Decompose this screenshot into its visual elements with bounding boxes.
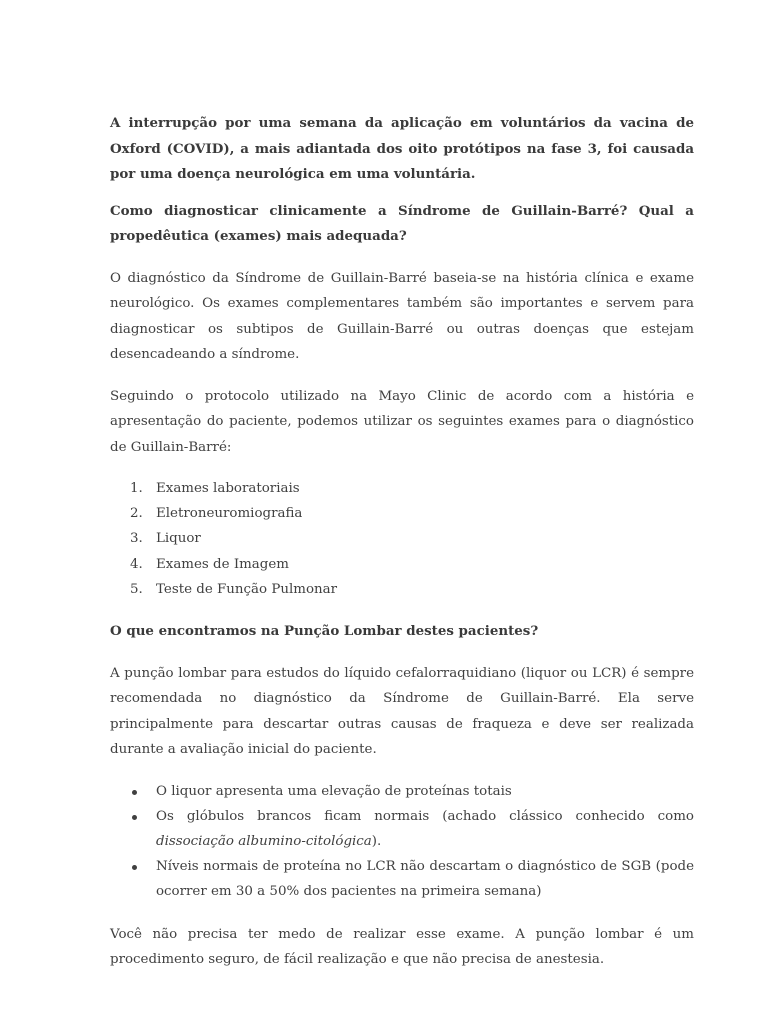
list-item-text-end: ). [371,833,382,849]
bullet-icon [132,865,137,870]
italic-term: dissociação albumino-citológica [156,833,372,849]
list-item [110,552,694,577]
list-item [110,804,694,854]
diagnosis-paragraph: O diagnóstico da Síndrome de Guillain-Barré baseia-se na história clínica e exame neurológico. Os exames complementares também são importantes e servem para diagnosticar os subtipos de Guillain-Barré ou outras doenças que estejam desencadeando a síndrome. [110,270,694,362]
question-lumbar-puncture-heading: O que encontramos na Punção Lombar destes pacientes? [110,623,539,640]
list-number: 4. [130,556,143,572]
bullet-icon [132,815,137,820]
list-number: 2. [130,506,143,522]
bullet-icon [132,790,137,795]
list-number: 5. [130,581,143,597]
list-item [110,854,694,904]
intro-paragraph: A interrupção por uma semana da aplicação em voluntários da vacina de Oxford (COVID), a mais adiantada dos oito protótipos na fase 3, foi causada por uma doença neurológica em uma voluntária. [110,115,694,182]
reassurance-paragraph: Você não precisa ter medo de realizar esse exame. A punção lombar é um procedimento seguro, de fácil realização e que não precisa de anestesia. [110,926,694,968]
list-number: 1. [130,481,143,496]
list-item-text: Exames de Imagem [156,556,289,572]
list-item-text: Exames laboratoriais [156,481,300,496]
list-item-text: Os glóbulos brancos ficam normais (achado clássico conhecido como [156,808,694,824]
lumbar-puncture-paragraph: A punção lombar para estudos do líquido cefalorraquidiano (liquor ou LCR) é sempre recomendada no diagnóstico da Síndrome de Guillain-Barré. Ela serve principalmente para descartar outras causas de fraqueza e deve ser realizada durante a avaliação inicial do paciente. [110,665,694,758]
protocol-paragraph: Seguindo o protocolo utilizado na Mayo Clinic de acordo com a história e apresentação do paciente, podemos utilizar os seguintes exames para o diagnóstico de Guillain-Barré: [110,388,694,455]
list-item-text: O liquor apresenta uma elevação de proteínas totais [156,783,512,799]
exams-list [110,476,694,602]
list-item [110,501,694,526]
list-item-text: Eletroneuromiografia [156,506,303,522]
list-item-text: Liquor [156,531,201,547]
question-diagnosis-heading: Como diagnosticar clinicamente a Síndrome de Guillain-Barré? Qual a propedêutica (exames) mais adequada? [110,202,694,244]
list-number: 3. [130,531,143,547]
list-item-text: Teste de Função Pulmonar [156,581,338,597]
list-item [110,779,694,804]
list-item [110,476,694,501]
list-item [110,526,694,551]
findings-list [110,779,694,905]
list-item [110,577,694,602]
document-page [110,111,694,989]
list-item-text: Níveis normais de proteína no LCR não descartam o diagnóstico de SGB (pode ocorrer em 30 a 50% dos pacientes na primeira semana) [156,859,694,900]
